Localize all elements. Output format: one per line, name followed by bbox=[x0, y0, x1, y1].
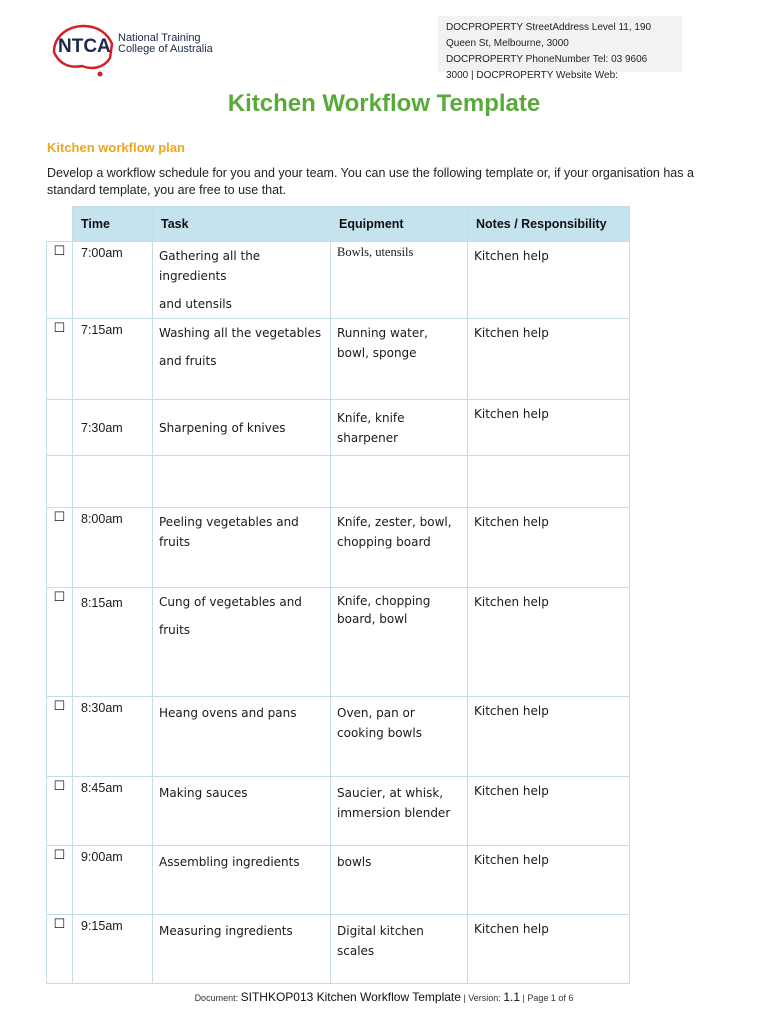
row-equipment: Saucier, at whisk, immersion blender bbox=[331, 777, 468, 846]
header-line: DOCPROPERTY StreetAddress Level 11, 190 bbox=[446, 22, 652, 33]
row-notes bbox=[468, 456, 630, 508]
row-time: 7:00am bbox=[73, 242, 153, 319]
header-line: Queen St, Melbourne, 3000 bbox=[446, 38, 569, 49]
table-row bbox=[47, 508, 630, 588]
column-header-notes: Notes / Responsibility bbox=[468, 207, 630, 242]
row-equipment: Digital kitchen scales bbox=[331, 915, 468, 984]
row-task: Assembling ingredients bbox=[153, 846, 331, 915]
header-line: 3000 | DOCPROPERTY Website Web: bbox=[446, 70, 618, 81]
table-row bbox=[47, 915, 630, 984]
row-equipment: Knife, chopping board, bowl bbox=[331, 588, 468, 697]
table-row bbox=[47, 319, 630, 400]
row-time: 8:45am bbox=[73, 777, 153, 846]
row-checkbox[interactable]: ☐ bbox=[47, 777, 73, 846]
row-time: 7:30am bbox=[73, 400, 153, 456]
header-address-box bbox=[438, 16, 682, 81]
row-checkbox[interactable]: ☐ bbox=[47, 508, 73, 588]
table-header-row bbox=[47, 207, 630, 242]
row-checkbox[interactable]: ☐ bbox=[47, 915, 73, 984]
column-header-equipment: Equipment bbox=[331, 207, 468, 242]
row-notes: Kitchen help bbox=[468, 697, 630, 777]
page-title: Kitchen Workflow Template bbox=[227, 90, 541, 117]
row-task-line: Gathering all the ingredients bbox=[159, 249, 261, 283]
footer-doc-name: SITHKOP013 Kitchen Workflow Template bbox=[240, 990, 461, 1004]
row-task-line: Cung of vegetables and bbox=[159, 595, 302, 609]
row-equipment: Knife, knife sharpener bbox=[331, 400, 468, 456]
table-row-empty bbox=[47, 456, 630, 508]
row-checkbox[interactable]: ☐ bbox=[47, 846, 73, 915]
row-time: 7:15am bbox=[73, 319, 153, 400]
intro-paragraph: Develop a workflow schedule for you and your team. You can use the following template or, if your organisation has a standard template, you are free to use that. bbox=[47, 166, 694, 197]
row-time: 8:15am bbox=[73, 588, 153, 697]
row-task-line: Washing all the vegetables bbox=[159, 326, 322, 340]
footer-version: 1.1 bbox=[503, 990, 521, 1004]
row-checkbox[interactable]: ☐ bbox=[47, 588, 73, 697]
header-line: DOCPROPERTY PhoneNumber Tel: 03 9606 bbox=[446, 54, 648, 65]
table-row bbox=[47, 400, 630, 456]
row-checkbox[interactable]: ☐ bbox=[47, 319, 73, 400]
row-time: 8:30am bbox=[73, 697, 153, 777]
row-time bbox=[73, 456, 153, 508]
logo-name bbox=[118, 33, 213, 55]
column-header-task: Task bbox=[153, 207, 331, 242]
row-task bbox=[153, 242, 331, 319]
section-subtitle: Kitchen workflow plan bbox=[47, 140, 185, 155]
row-task: Sharpening of knives bbox=[153, 400, 331, 456]
row-notes: Kitchen help bbox=[468, 915, 630, 984]
row-equipment: Oven, pan or cooking bowls bbox=[331, 697, 468, 777]
footer-separator: | bbox=[463, 993, 469, 1003]
row-time: 9:00am bbox=[73, 846, 153, 915]
row-equipment: Running water, bowl, sponge bbox=[331, 319, 468, 400]
row-checkbox[interactable]: ☐ bbox=[47, 697, 73, 777]
row-time: 9:15am bbox=[73, 915, 153, 984]
row-notes: Kitchen help bbox=[468, 508, 630, 588]
row-notes: Kitchen help bbox=[468, 400, 630, 456]
row-checkbox[interactable]: ☐ bbox=[47, 242, 73, 319]
row-task-line: and fruits bbox=[159, 354, 217, 368]
row-checkbox bbox=[47, 456, 73, 508]
row-task bbox=[153, 319, 331, 400]
row-equipment: bowls bbox=[331, 846, 468, 915]
logo-abbr: NTCA bbox=[58, 36, 111, 57]
logo-name-line2: College of Australia bbox=[118, 43, 213, 55]
row-equipment: Bowls, utensils bbox=[331, 242, 468, 319]
table-row bbox=[47, 846, 630, 915]
logo-name-line1: National Training bbox=[118, 32, 201, 44]
row-task: Making sauces bbox=[153, 777, 331, 846]
footer-page: Page 1 of 6 bbox=[527, 993, 574, 1003]
column-header-time: Time bbox=[73, 207, 153, 242]
checkbox-column-header bbox=[47, 207, 73, 242]
table-row bbox=[47, 588, 630, 697]
row-task-line: and utensils bbox=[159, 297, 232, 311]
row-task bbox=[153, 456, 331, 508]
page-footer bbox=[0, 990, 768, 1004]
row-notes: Kitchen help bbox=[468, 846, 630, 915]
row-time: 8:00am bbox=[73, 508, 153, 588]
footer-version-label: Version: bbox=[468, 993, 501, 1003]
row-equipment: Knife, zester, bowl, chopping board bbox=[331, 508, 468, 588]
table-row bbox=[47, 697, 630, 777]
row-checkbox bbox=[47, 400, 73, 456]
footer-doc-label: Document: bbox=[194, 993, 239, 1003]
table-row bbox=[47, 777, 630, 846]
row-task: Measuring ingredients bbox=[153, 915, 331, 984]
workflow-table bbox=[46, 206, 630, 984]
row-notes: Kitchen help bbox=[468, 242, 630, 319]
row-task-line: fruits bbox=[159, 623, 191, 637]
footer-separator: | bbox=[522, 993, 528, 1003]
row-task: Heang ovens and pans bbox=[153, 697, 331, 777]
row-notes: Kitchen help bbox=[468, 588, 630, 697]
row-task: Peeling vegetables and fruits bbox=[153, 508, 331, 588]
table-row bbox=[47, 242, 630, 319]
row-equipment bbox=[331, 456, 468, 508]
row-notes: Kitchen help bbox=[468, 319, 630, 400]
row-notes: Kitchen help bbox=[468, 777, 630, 846]
row-task bbox=[153, 588, 331, 697]
